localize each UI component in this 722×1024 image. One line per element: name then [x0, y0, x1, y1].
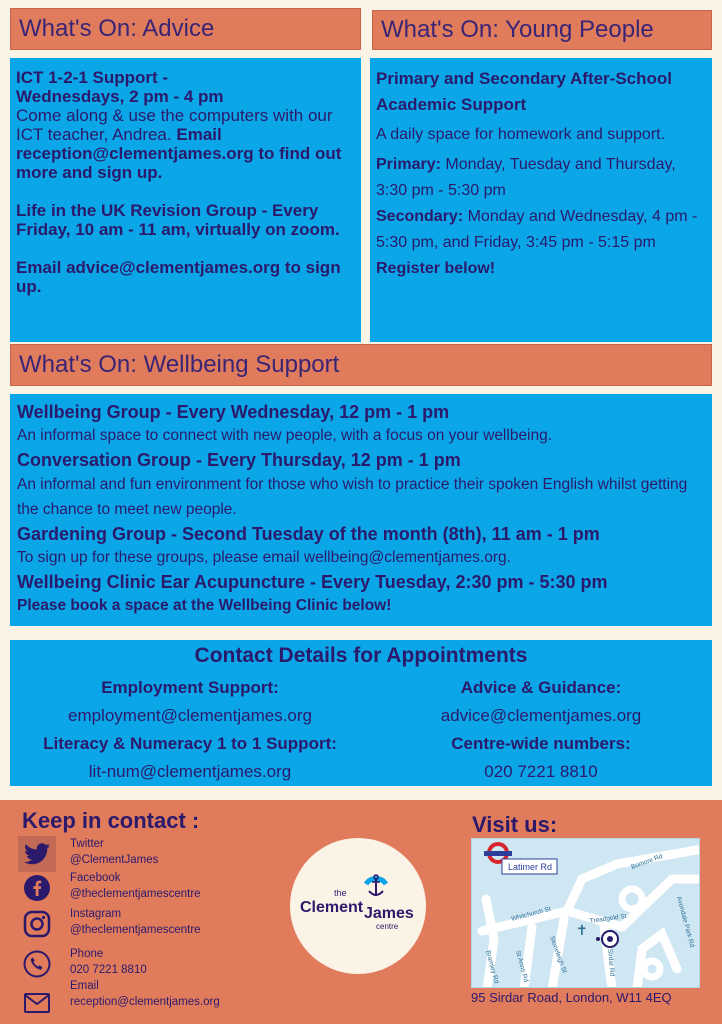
wellbeing-group-title: Wellbeing Group - Every Wednesday, 12 pm - 1 pm — [17, 402, 450, 422]
phone-value[interactable]: 020 7221 8810 — [70, 964, 147, 976]
advice-header — [10, 8, 361, 50]
young-title: Primary and Secondary After-School Academic Support — [376, 69, 673, 114]
ict-body: Come along & use the computers with our ICT teacher, Andrea. — [16, 106, 333, 144]
wellbeing-header — [10, 344, 712, 386]
visit-us-title: Visit us: — [472, 812, 558, 837]
email-row[interactable] — [18, 978, 258, 1014]
contact-title: Contact Details for Appointments — [194, 644, 528, 667]
anchor-icon — [366, 875, 386, 896]
logo-the: the — [334, 888, 347, 898]
email-label: Email — [70, 980, 99, 992]
footer-band — [0, 800, 722, 1024]
address-text: 95 Sirdar Road, London, W11 4EQ — [471, 990, 672, 1005]
centre-phone[interactable]: 020 7221 8810 — [484, 762, 598, 781]
instagram-label: Instagram — [70, 908, 122, 920]
literacy-email[interactable]: lit-num@clementjames.org — [88, 762, 292, 781]
gardening-group-text: To sign up for these groups, please email wellbeing@clementjames.org. — [17, 549, 511, 566]
centre-label: Centre-wide numbers: — [451, 734, 631, 753]
facebook-icon[interactable] — [18, 870, 56, 906]
twitter-handle[interactable]: @ClementJames — [70, 854, 159, 866]
ict-title-2: Wednesdays, 2 pm - 4 pm — [16, 87, 224, 106]
twitter-row[interactable] — [18, 836, 258, 872]
email-value[interactable]: reception@clementjames.org — [70, 996, 220, 1008]
uk-title: Life in the UK Revision Group - Every Friday, 10 am - 11 am, virtually on zoom. — [16, 201, 340, 239]
acupuncture-text: Please book a space at the Wellbeing Clinic below! — [17, 597, 392, 614]
map-street-stanns: St Anns Rd — [514, 949, 530, 983]
church-icon: ✝ — [576, 922, 588, 938]
secondary-label: Secondary: — [376, 208, 464, 225]
young-header — [372, 10, 712, 50]
phone-row[interactable] — [18, 946, 258, 982]
logo-graphic — [290, 838, 426, 974]
gardening-group-title: Gardening Group - Second Tuesday of the month (8th), 11 am - 1 pm — [17, 524, 600, 544]
facebook-handle[interactable]: @theclementjamescentre — [70, 888, 201, 900]
wellbeing-header-text: What's On: Wellbeing Support — [19, 351, 340, 378]
contact-box — [10, 640, 712, 786]
instagram-icon[interactable] — [18, 906, 56, 942]
facebook-label: Facebook — [70, 872, 121, 884]
location-map[interactable] — [471, 838, 700, 988]
map-street-bramley: Bramley Rd — [484, 949, 500, 985]
primary-label: Primary: — [376, 156, 441, 173]
logo-centre: centre — [376, 922, 399, 931]
primary-text: Monday, Tuesday and Thursday, 3:30 pm - 5:30 pm — [376, 156, 676, 199]
instagram-row[interactable] — [18, 906, 258, 942]
uk-email[interactable]: Email advice@clementjames.org to sign up. — [16, 258, 341, 296]
conversation-group-text: An informal and fun environment for those who wish to practice their spoken English whilst getting the chance to meet new people. — [17, 476, 688, 518]
young-box — [370, 58, 712, 342]
advice-email[interactable]: advice@clementjames.org — [440, 706, 642, 725]
map-street-avondale: Avondale Park Rd — [675, 895, 696, 949]
advice-label: Advice & Guidance: — [460, 678, 622, 697]
wellbeing-group-text: An informal space to connect with new people, with a focus on your wellbeing. — [17, 427, 553, 444]
email-icon[interactable] — [18, 978, 56, 1014]
acupuncture-title: Wellbeing Clinic Ear Acupuncture - Every Tuesday, 2:30 pm - 5:30 pm — [17, 572, 608, 592]
secondary-line — [376, 204, 706, 256]
twitter-label: Twitter — [70, 838, 104, 850]
contact-left-column — [10, 674, 370, 786]
literacy-label: Literacy & Numeracy 1 to 1 Support: — [43, 734, 337, 753]
logo-james: James — [364, 905, 414, 922]
young-intro: A daily space for homework and support. — [376, 126, 666, 143]
keep-in-contact-title: Keep in contact : — [22, 808, 200, 833]
contact-right-column — [370, 674, 712, 786]
location-pin-icon — [596, 931, 618, 947]
map-station-label: Latimer Rd — [508, 862, 553, 872]
map-street-bomore: Bomore Rd — [630, 853, 664, 871]
advice-box — [10, 58, 361, 342]
ict-title-1: ICT 1-2-1 Support - — [16, 68, 169, 87]
phone-icon[interactable] — [18, 946, 56, 982]
clement-james-logo — [290, 838, 426, 974]
phone-label: Phone — [70, 948, 104, 960]
employment-email[interactable]: employment@clementjames.org — [67, 706, 313, 725]
map-street-stoneleigh: Stoneleigh St — [548, 935, 568, 975]
map-street-treadgold: Treadgold St — [589, 912, 627, 925]
advice-header-text: What's On: Advice — [19, 15, 215, 42]
instagram-handle[interactable]: @theclementjamescentre — [70, 924, 201, 936]
logo-clement: Clement — [300, 899, 364, 916]
employment-label: Employment Support: — [101, 678, 279, 697]
primary-line — [376, 152, 706, 204]
map-street-whitchurch: Whitchurch St — [510, 905, 552, 923]
secondary-text: Monday and Wednesday, 4 pm - 5:30 pm, and Friday, 3:45 pm - 5:15 pm — [376, 208, 698, 251]
conversation-group-title: Conversation Group - Every Thursday, 12 pm - 1 pm — [17, 450, 461, 470]
register-text: Register below! — [376, 260, 496, 277]
young-header-text: What's On: Young People — [381, 16, 654, 43]
wellbeing-box — [10, 394, 712, 626]
map-street-sirdar: Sirdar Rd — [606, 948, 616, 977]
twitter-icon[interactable] — [18, 836, 56, 872]
ict-email[interactable]: Email reception@clementjames.org to find out more and sign up. — [16, 125, 342, 182]
facebook-row[interactable] — [18, 870, 258, 906]
